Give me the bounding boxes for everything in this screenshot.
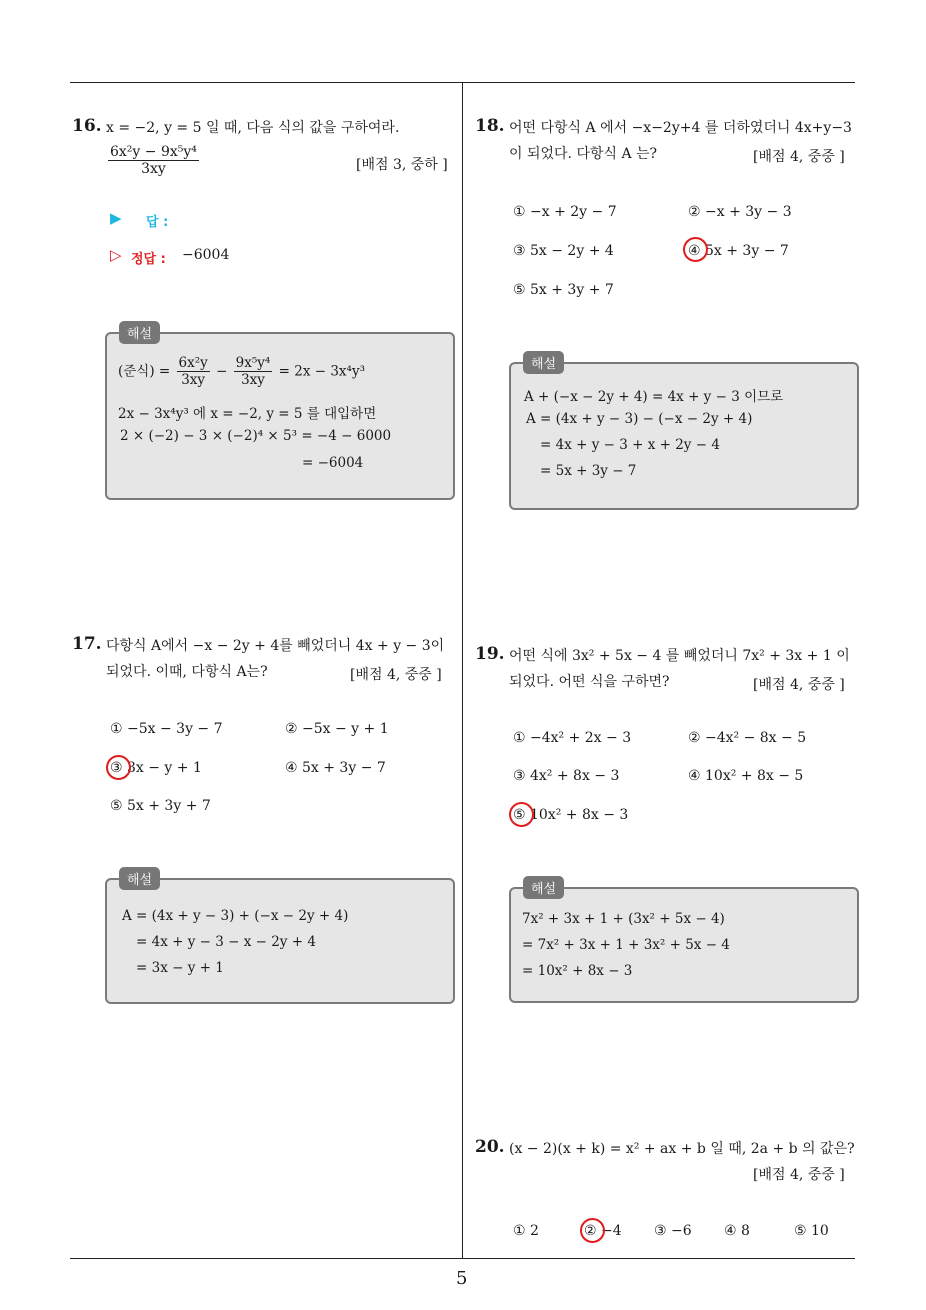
- question-text: 어떤 식에 3x² + 5x − 4 를 빼었더니 7x² + 3x + 1 이: [509, 648, 850, 664]
- choice-1[interactable]: ① −4x² + 2x − 3: [513, 730, 632, 746]
- correct-answer-label: 정답 :: [131, 252, 166, 267]
- choice-1[interactable]: ① −x + 2y − 7: [513, 204, 617, 220]
- solution-text: = 2x − 3x⁴y³: [278, 363, 365, 380]
- choice-5[interactable]: ⑤ 5x + 3y + 7: [110, 798, 211, 814]
- choice-3[interactable]: ③ 3x − y + 1: [110, 760, 202, 776]
- solution-line: = 3x − y + 1: [136, 960, 224, 976]
- fraction: [234, 355, 273, 388]
- solution-text: −: [216, 363, 228, 380]
- solution-line: [118, 355, 365, 388]
- solution-line: 2x − 3x⁴y³ 에 x = −2, y = 5 를 대입하면: [118, 406, 377, 422]
- question-number: 17.: [72, 634, 102, 654]
- choice-1[interactable]: ① 2: [513, 1223, 539, 1239]
- solution-line: = 5x + 3y − 7: [540, 463, 637, 479]
- choice-2[interactable]: ② −x + 3y − 3: [688, 204, 792, 220]
- answer-label: 답 :: [146, 215, 169, 230]
- page-number: 5: [456, 1268, 468, 1289]
- answer-circle-mark: [106, 755, 131, 780]
- solution-tag: 해설: [119, 321, 160, 344]
- choice-4[interactable]: ④ 10x² + 8x − 5: [688, 768, 804, 784]
- answer-circle-mark: [509, 802, 534, 827]
- question-text: x = −2, y = 5 일 때, 다음 식의 값을 구하여라.: [106, 120, 400, 136]
- choice-2[interactable]: ② −4x² − 8x − 5: [688, 730, 807, 746]
- solution-text: (준식) =: [118, 363, 171, 380]
- question-text: 어떤 다항식 A 에서 −x−2y+4 를 더하였더니 4x+y−3: [509, 120, 852, 136]
- fraction-numerator: 9x⁵y⁴: [235, 355, 271, 371]
- solution-line: = 7x² + 3x + 1 + 3x² + 5x − 4: [522, 937, 730, 953]
- question-number: 20.: [475, 1137, 505, 1157]
- choice-5[interactable]: ⑤ 5x + 3y + 7: [513, 282, 614, 298]
- solution-line: = −6004: [302, 455, 364, 471]
- question-text: (x − 2)(x + k) = x² + ax + b 일 때, 2a + b 의 값은?: [509, 1141, 855, 1157]
- answer-arrow-icon: ▶: [110, 209, 122, 227]
- solution-line: A = (4x + y − 3) + (−x − 2y + 4): [122, 908, 349, 924]
- solution-tag: 해설: [523, 351, 564, 374]
- solution-line: = 4x + y − 3 + x + 2y − 4: [540, 437, 720, 453]
- solution-line: A + (−x − 2y + 4) = 4x + y − 3 이므로: [524, 389, 784, 405]
- score-label: [배점 4, 중중 ]: [753, 677, 845, 693]
- choice-1[interactable]: ① −5x − 3y − 7: [110, 721, 223, 737]
- correct-answer-value: −6004: [182, 247, 230, 263]
- choice-4[interactable]: ④ 8: [724, 1223, 750, 1239]
- solution-line: = 4x + y − 3 − x − 2y + 4: [136, 934, 316, 950]
- score-label: [배점 4, 중중 ]: [753, 149, 845, 165]
- fraction: [177, 355, 210, 388]
- solution-line: 7x² + 3x + 1 + (3x² + 5x − 4): [522, 911, 725, 927]
- question-text: 되었다. 어떤 식을 구하면?: [509, 674, 670, 690]
- answer-circle-mark: [580, 1218, 605, 1243]
- fraction-denominator: 3xy: [241, 372, 265, 388]
- question-number: 18.: [475, 116, 505, 136]
- question-number: 19.: [475, 644, 505, 664]
- question-text: 다항식 A에서 −x − 2y + 4를 빼었더니 4x + y − 3이: [106, 638, 445, 654]
- solution-line: A = (4x + y − 3) − (−x − 2y + 4): [526, 411, 753, 427]
- choice-4[interactable]: ④ 5x + 3y − 7: [285, 760, 386, 776]
- choice-3[interactable]: ③ 4x² + 8x − 3: [513, 768, 620, 784]
- correct-arrow-icon: ▷: [110, 246, 122, 264]
- question-expression: [106, 144, 201, 177]
- fraction-numerator: 6x²y − 9x⁵y⁴: [110, 144, 197, 160]
- score-label: [배점 3, 중하 ]: [356, 157, 448, 173]
- solution-tag: 해설: [119, 867, 160, 890]
- solution-line: 2 × (−2) − 3 × (−2)⁴ × 5³ = −4 − 6000: [120, 428, 392, 444]
- fraction: [108, 144, 199, 177]
- choice-5[interactable]: ⑤ 10: [794, 1223, 829, 1239]
- fraction-denominator: 3xy: [181, 372, 206, 388]
- question-text: 되었다. 이때, 다항식 A는?: [106, 664, 268, 680]
- question-text: 이 되었다. 다항식 A 는?: [509, 146, 658, 162]
- choice-2[interactable]: ② −5x − y + 1: [285, 721, 389, 737]
- score-label: [배점 4, 중중 ]: [350, 667, 442, 683]
- score-label: [배점 4, 중중 ]: [753, 1167, 845, 1183]
- choice-2[interactable]: ② −4: [584, 1223, 622, 1239]
- fraction-denominator: 3xy: [141, 161, 166, 177]
- choice-3[interactable]: ③ −6: [654, 1223, 692, 1239]
- answer-circle-mark: [683, 237, 708, 262]
- choice-3[interactable]: ③ 5x − 2y + 4: [513, 243, 614, 259]
- choice-4[interactable]: ④ 5x + 3y − 7: [688, 243, 789, 259]
- fraction-numerator: 6x²y: [178, 355, 208, 371]
- question-number: 16.: [72, 116, 102, 136]
- bottom-rule: [70, 1258, 855, 1259]
- solution-tag: 해설: [523, 876, 564, 899]
- choice-5[interactable]: ⑤ 10x² + 8x − 3: [513, 807, 629, 823]
- column-divider: [462, 83, 463, 1259]
- solution-line: = 10x² + 8x − 3: [522, 963, 633, 979]
